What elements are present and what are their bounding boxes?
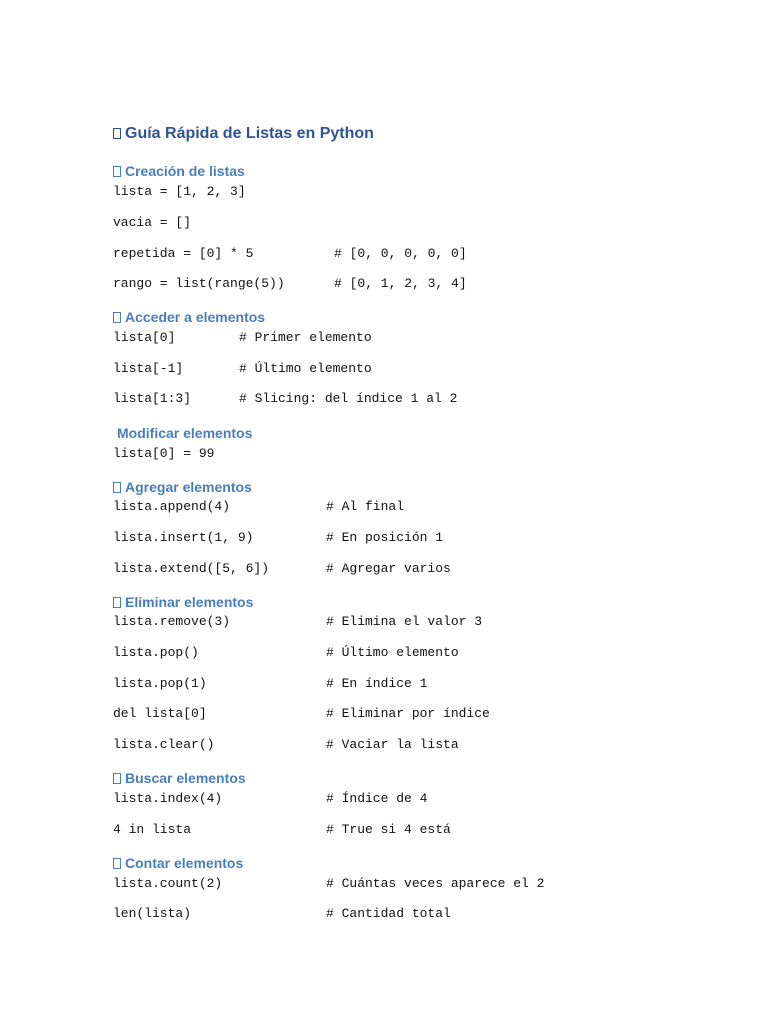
missing-glyph-icon xyxy=(113,166,121,177)
code-comment: # Último elemento xyxy=(326,645,459,660)
code-comment: # Slicing: del índice 1 al 2 xyxy=(239,391,458,406)
code-text: lista[-1] xyxy=(113,361,184,376)
missing-glyph-icon xyxy=(113,312,121,323)
code-text: lista.index(4) xyxy=(113,791,223,806)
section-heading-text: Acceder a elementos xyxy=(125,309,266,325)
code-text: 4 in lista xyxy=(113,822,192,837)
code-line xyxy=(113,184,246,199)
code-comment: # Vaciar la lista xyxy=(326,737,459,752)
code-text: del lista[0] xyxy=(113,706,207,721)
code-text: lista.extend([5, 6]) xyxy=(113,561,270,576)
section-heading-text: Eliminar elementos xyxy=(125,594,254,610)
missing-glyph-icon xyxy=(113,128,121,139)
section-heading-creacion xyxy=(113,163,245,179)
code-comment: # Al final xyxy=(326,499,405,514)
code-line xyxy=(113,676,428,691)
code-comment: # Cantidad total xyxy=(326,906,451,921)
page-title-text: Guía Rápida de Listas en Python xyxy=(125,125,374,142)
code-text: lista.count(2) xyxy=(113,876,223,891)
code-line xyxy=(113,391,458,406)
section-heading-agregar xyxy=(113,479,252,495)
code-line xyxy=(113,446,214,461)
code-line xyxy=(113,706,490,721)
code-comment: # En posición 1 xyxy=(326,530,444,545)
code-text: len(lista) xyxy=(113,906,192,921)
code-text: lista.pop(1) xyxy=(113,676,207,691)
code-comment: # Agregar varios xyxy=(326,561,451,576)
code-line xyxy=(113,246,467,261)
section-heading-text: Agregar elementos xyxy=(125,479,252,495)
section-heading-text: Buscar elementos xyxy=(125,770,246,786)
code-text: lista.insert(1, 9) xyxy=(113,530,254,545)
code-text: lista.remove(3) xyxy=(113,614,231,629)
code-comment: # [0, 0, 0, 0, 0] xyxy=(334,246,467,261)
code-line xyxy=(113,276,467,291)
code-comment: # Primer elemento xyxy=(239,330,372,345)
code-line xyxy=(113,330,372,345)
section-heading-buscar xyxy=(113,770,246,786)
code-line xyxy=(113,561,451,576)
code-text: lista.append(4) xyxy=(113,499,231,514)
code-text: lista = [1, 2, 3] xyxy=(113,184,246,199)
code-text: rango = list(range(5)) xyxy=(113,276,285,291)
section-heading-text: Modificar elementos xyxy=(117,425,253,441)
section-heading-modificar xyxy=(117,425,252,441)
code-text: lista[1:3] xyxy=(113,391,192,406)
section-heading-eliminar xyxy=(113,594,253,610)
code-text: lista[0] = 99 xyxy=(113,446,215,461)
code-line xyxy=(113,215,191,230)
code-line xyxy=(113,876,545,891)
code-comment: # Elimina el valor 3 xyxy=(326,614,483,629)
code-comment: # True si 4 está xyxy=(326,822,451,837)
code-line xyxy=(113,791,428,806)
code-line xyxy=(113,906,451,921)
code-line xyxy=(113,530,444,545)
missing-glyph-icon xyxy=(113,858,121,869)
missing-glyph-icon xyxy=(113,773,121,784)
section-heading-contar xyxy=(113,855,243,871)
page-title xyxy=(113,125,374,143)
code-text: lista.clear() xyxy=(113,737,215,752)
code-line xyxy=(113,361,372,376)
code-text: repetida = [0] * 5 xyxy=(113,246,254,261)
code-line xyxy=(113,645,459,660)
code-comment: # En índice 1 xyxy=(326,676,428,691)
code-text: lista.pop() xyxy=(113,645,199,660)
code-line xyxy=(113,822,451,837)
code-line xyxy=(113,499,405,514)
code-comment: # [0, 1, 2, 3, 4] xyxy=(334,276,467,291)
section-heading-acceder xyxy=(113,309,265,325)
code-line xyxy=(113,737,459,752)
code-line xyxy=(113,614,483,629)
missing-glyph-icon xyxy=(113,482,121,493)
code-comment: # Índice de 4 xyxy=(326,791,428,806)
section-heading-text: Creación de listas xyxy=(125,163,245,179)
missing-glyph-icon xyxy=(113,597,121,608)
section-heading-text: Contar elementos xyxy=(125,855,244,871)
code-comment: # Último elemento xyxy=(239,361,372,376)
code-text: vacia = [] xyxy=(113,215,192,230)
code-comment: # Eliminar por índice xyxy=(326,706,490,721)
code-comment: # Cuántas veces aparece el 2 xyxy=(326,876,545,891)
code-text: lista[0] xyxy=(113,330,176,345)
